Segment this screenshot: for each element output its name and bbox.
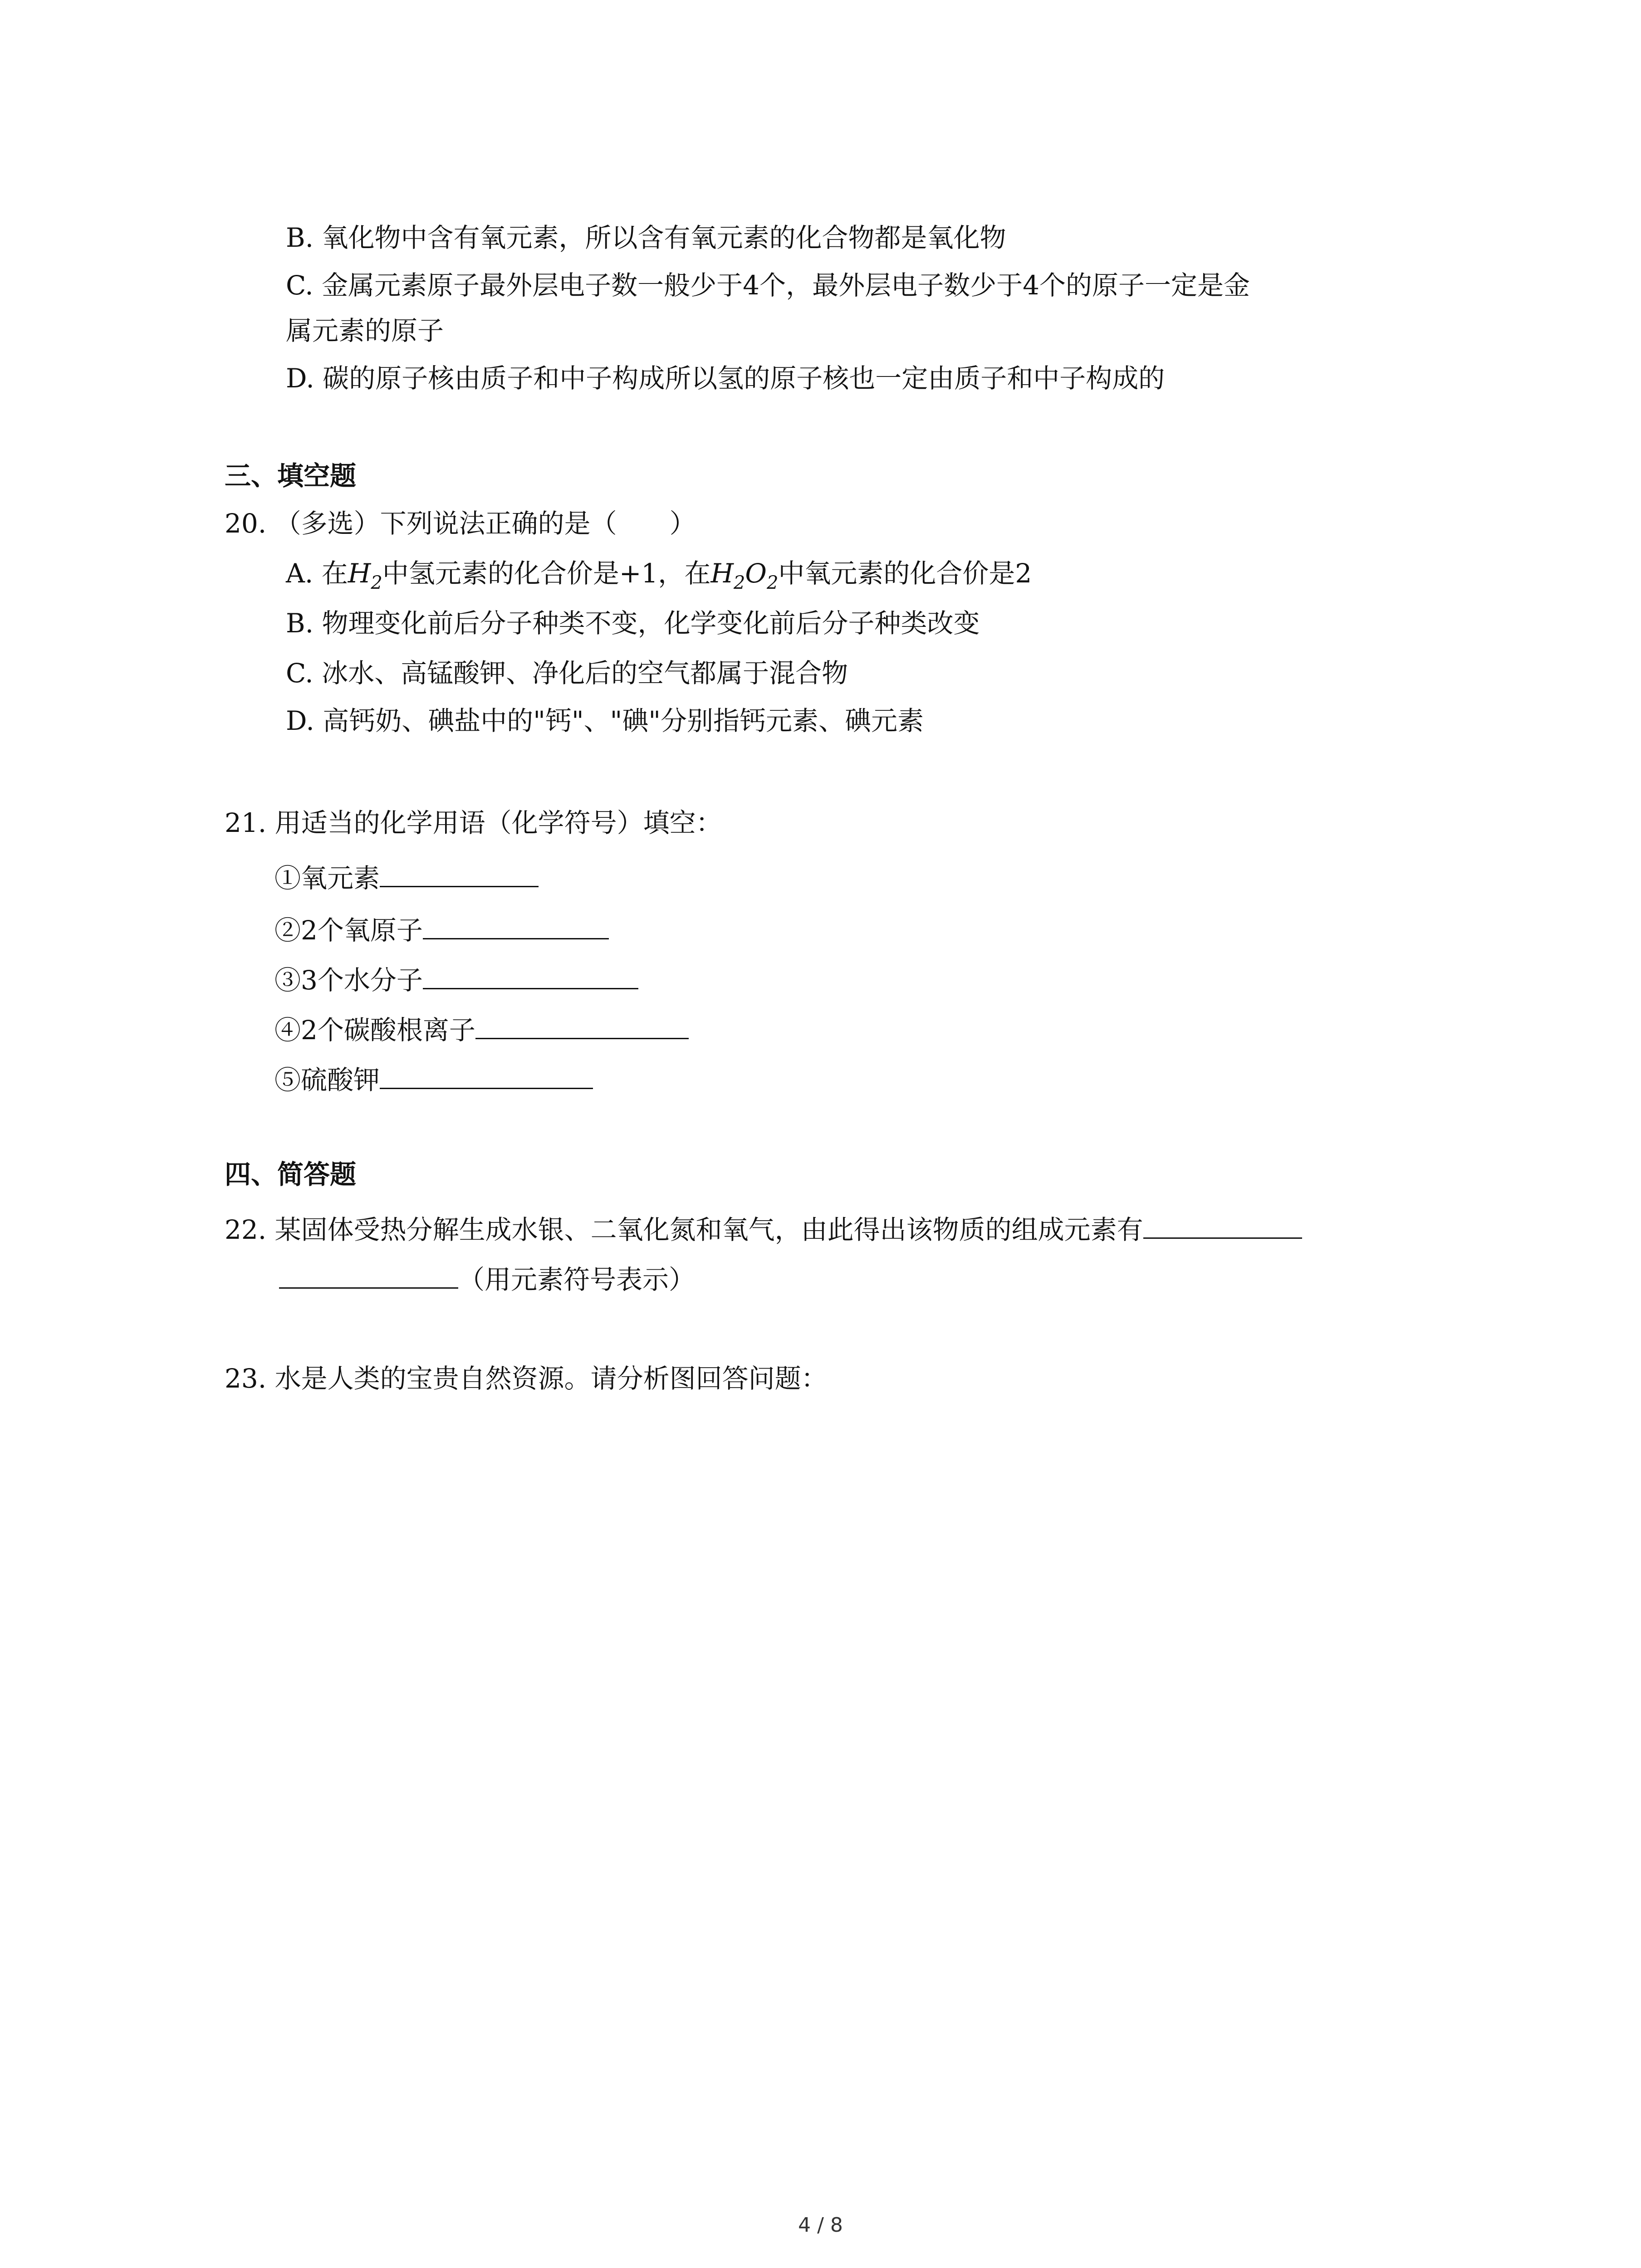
option-a-q20 bbox=[286, 558, 1032, 593]
question-21-stem: 21. 用适当的化学用语（化学符号）填空： bbox=[225, 807, 722, 838]
option-a-q20-prefix: A. 在 bbox=[286, 558, 348, 589]
q21-item-1 bbox=[274, 860, 539, 894]
answer-blank[interactable] bbox=[1143, 1211, 1302, 1239]
option-d-q19: D. 碳的原子核由质子和中子构成所以氢的原子核也一定由质子和中子构成的 bbox=[286, 363, 1165, 394]
option-c-q19-line1: C. 金属元素原子最外层电子数一般少于4个，最外层电子数少于4个的原子一定是金 bbox=[286, 270, 1250, 301]
q21-item-4-label: ④2个碳酸根离子 bbox=[274, 1015, 475, 1046]
option-b-q20: B. 物理变化前后分子种类不变，化学变化前后分子种类改变 bbox=[286, 608, 980, 639]
answer-blank[interactable] bbox=[423, 962, 638, 989]
option-b-q19: B. 氧化物中含有氧元素，所以含有氧元素的化合物都是氧化物 bbox=[286, 222, 1006, 253]
q21-item-1-label: ①氧元素 bbox=[274, 863, 380, 894]
question-22-line2 bbox=[279, 1261, 695, 1293]
option-c-q19-line2: 属元素的原子 bbox=[286, 315, 444, 346]
section-3-title: 三、填空题 bbox=[225, 460, 357, 491]
q21-item-4 bbox=[274, 1012, 689, 1046]
q21-item-5 bbox=[274, 1061, 593, 1093]
option-d-q20: D. 高钙奶、碘盐中的"钙"、"碘"分别指钙元素、碘元素 bbox=[286, 705, 924, 736]
formula-h2: $H_2$ bbox=[348, 558, 382, 593]
q21-item-2-label: ②2个氧原子 bbox=[274, 915, 423, 946]
answer-blank[interactable] bbox=[423, 912, 609, 939]
question-22-stem bbox=[225, 1211, 1302, 1243]
section-4-title: 四、简答题 bbox=[225, 1159, 357, 1190]
answer-blank[interactable] bbox=[475, 1012, 689, 1039]
q21-item-2 bbox=[274, 912, 609, 946]
question-20-stem: 20. （多选）下列说法正确的是（ ） bbox=[225, 508, 696, 539]
answer-blank[interactable] bbox=[380, 1061, 593, 1089]
q21-item-5-label: ⑤硫酸钾 bbox=[274, 1065, 380, 1095]
formula-h2o2: $H_2O_2$ bbox=[710, 558, 779, 593]
question-22-suffix: （用元素符号表示） bbox=[458, 1264, 696, 1295]
answer-blank[interactable] bbox=[279, 1261, 458, 1289]
page-number: 4 / 8 bbox=[798, 2214, 843, 2237]
question-22-text: 22. 某固体受热分解生成水银、二氧化氮和氧气，由此得出该物质的组成元素有 bbox=[225, 1214, 1143, 1245]
option-c-q20: C. 冰水、高锰酸钾、净化后的空气都属于混合物 bbox=[286, 658, 848, 689]
question-23-stem: 23. 水是人类的宝贵自然资源。请分析图回答问题： bbox=[225, 1363, 828, 1394]
option-a-q20-suffix: 中氧元素的化合价是2 bbox=[778, 558, 1032, 589]
option-a-q20-mid: 中氢元素的化合价是+1，在 bbox=[382, 558, 711, 589]
q21-item-3-label: ③3个水分子 bbox=[274, 965, 423, 996]
q21-item-3 bbox=[274, 962, 638, 996]
answer-blank[interactable] bbox=[380, 860, 539, 887]
